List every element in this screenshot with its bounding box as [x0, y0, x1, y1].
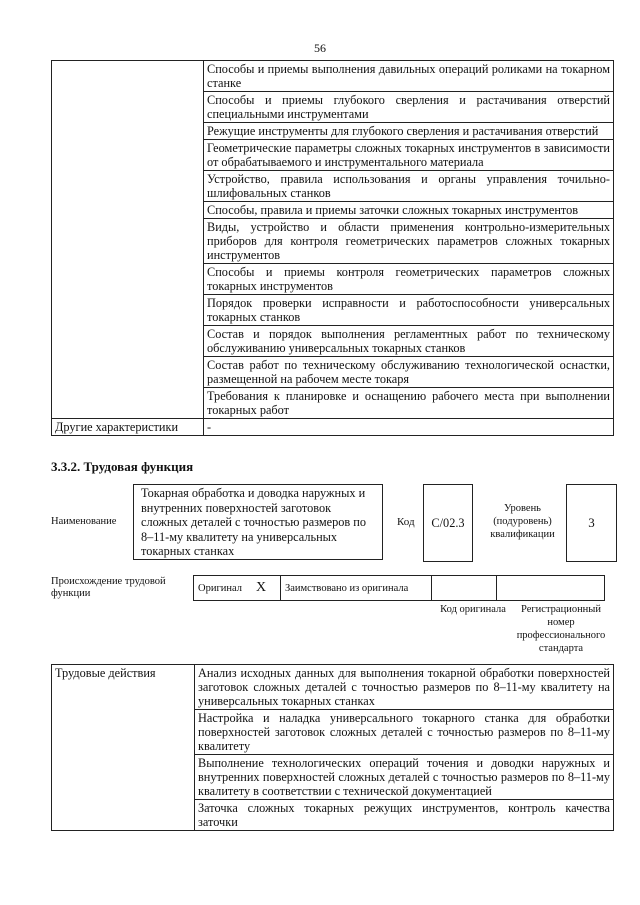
other-characteristics-value: - [204, 419, 614, 436]
table-cell: Способы и приемы контроля геометрических параметров сложных токарных инструментов [204, 264, 614, 295]
function-name-box: Токарная обработка и доводка наружных и внутренних поверхностей заготовок сложных деталей с точностью размеров по 8–11-му квалитету на универсальных токарных станках [133, 484, 383, 560]
table-cell: Виды, устройство и области применения контрольно-измерительных приборов для контроля геометрических параметров сложных токарных инструментов [204, 219, 614, 264]
origin-label: Происхождение трудовой функции [51, 576, 166, 599]
labor-actions-label: Трудовые действия [52, 665, 195, 831]
original-label: Оригинал [194, 576, 253, 601]
table-cell: Анализ исходных данных для выполнения токарной обработки поверхностей заготовок сложных деталей с точностью размеров по 8–11-му квалитету на универсальных токарных станках [195, 665, 614, 710]
table-cell: Состав и порядок выполнения регламентных работ по техническому обслуживанию универсальных токарных станков [204, 326, 614, 357]
function-code-box [423, 484, 473, 562]
table-cell: Настройка и наладка универсального токарного станка для обработки поверхностей заготовок сложных деталей с точностью размеров по 8–11-му квалитету [195, 710, 614, 755]
table-cell: Порядок проверки исправности и работоспособности универсальных токарных станков [204, 295, 614, 326]
empty-label-cell [52, 61, 204, 419]
name-label: Наименование [51, 516, 117, 527]
table-cell: Устройство, правила использования и органы управления точильно-шлифовальных станков [204, 171, 614, 202]
qualification-level-label: Уровень (подуровень) квалификации [490, 503, 555, 540]
table-row [52, 419, 614, 436]
table-row [52, 665, 614, 710]
table-cell: Требования к планировке и оснащению рабочего места при выполнении токарных работ [204, 388, 614, 419]
borrowed-label: Заимствовано из оригинала [281, 576, 432, 601]
other-characteristics-label: Другие характеристики [52, 419, 204, 436]
table-cell: Режущие инструменты для глубокого сверления и растачивания отверстий [204, 123, 614, 140]
code-label: Код [397, 516, 415, 528]
original-code-cell [432, 576, 497, 601]
table-row [52, 61, 614, 92]
original-mark: X [252, 576, 281, 601]
registration-number-caption: Регистрационный номер профессионального стандарта [516, 604, 606, 654]
table-cell: Выполнение технологических операций точения и доводки наружных и внутренних поверхностей сложных деталей с точностью размеров по 8–11-му квалитету в соответствии с технической документацией [195, 755, 614, 800]
original-code-caption: Код оригинала [440, 604, 506, 615]
table-cell: Способы и приемы глубокого сверления и растачивания отверстий специальными инструментами [204, 92, 614, 123]
table-cell: Геометрические параметры сложных токарных инструментов в зависимости от обрабатываемого и инструментального материала [204, 140, 614, 171]
qualification-level-value: 3 [588, 515, 595, 530]
function-code-value: С/02.3 [431, 515, 465, 530]
section-title: 3.3.2. Трудовая функция [51, 459, 194, 474]
table-cell: Состав работ по техническому обслуживанию технологической оснастки, размещенной на рабочем месте токаря [204, 357, 614, 388]
table-cell: Заточка сложных токарных режущих инструментов, контроль качества заточки [195, 800, 614, 831]
table-cell: Способы и приемы выполнения давильных операций роликами на токарном станке [204, 61, 614, 92]
qualification-level-box [566, 484, 617, 562]
labor-actions-table [51, 664, 614, 831]
table-cell: Способы, правила и приемы заточки сложных токарных инструментов [204, 202, 614, 219]
knowledge-table [51, 60, 614, 436]
page-number: 56 [314, 41, 326, 55]
origin-table [193, 575, 605, 601]
registration-number-cell [497, 576, 605, 601]
table-row [194, 576, 605, 601]
